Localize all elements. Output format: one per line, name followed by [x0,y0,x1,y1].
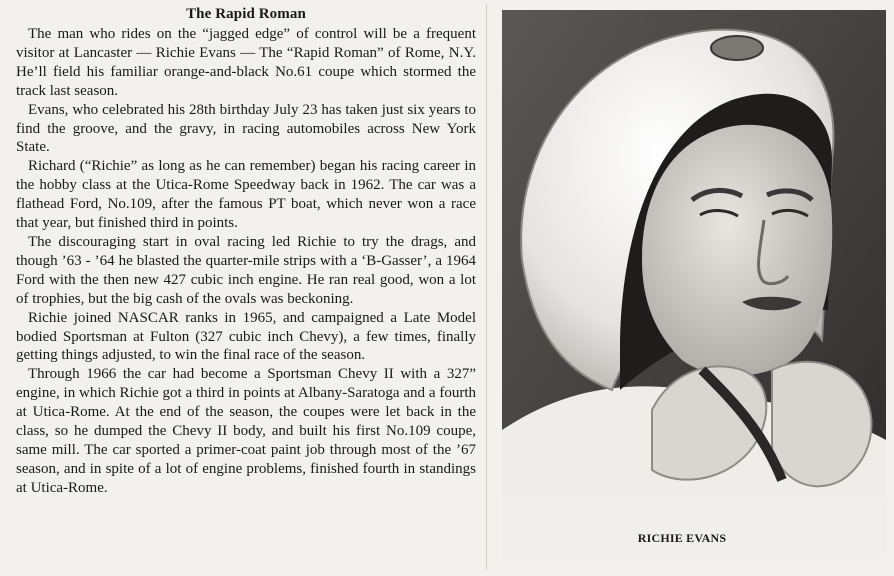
article-paragraph-2: Evans, who celebrated his 28th birthday July 23 has taken just six years to find the groove, and the gravy, in racing automobiles across New York State. [16,101,476,156]
photo-caption: RICHIE EVANS [637,531,727,545]
article-headline: The Rapid Roman [186,6,306,22]
article-paragraph-4: The discouraging start in oval racing led Richie to try the drags, and though ’63 - ’64 he blasted the quarter-mile strips with a ‘B-Gasser’, a 1964 Ford with the then new 427 cubic inch engine. He ran real good, won a lot of trophies, but the big cash of the ovals was beckoning. [16,233,476,307]
portrait-illustration [502,10,886,558]
portrait-photo [502,10,886,558]
article-paragraph-3: Richard (“Richie” as long as he can remember) began his racing career in the hobby class at the Utica-Rome Speedway back in 1962. The car was a flathead Ford, No.109, after the famous PT boat, which never won a race that year, but finished third in points. [16,158,476,232]
article-paragraph-1: The man who rides on the “jagged edge” of control will be a frequent visitor at Lancaster — Richie Evans — The “Rapid Roman” of Rome, N.Y. He’ll field his familiar orange-and-black No.61 coupe which stormed the track last season. [16,26,476,99]
article-paragraph-5: Richie joined NASCAR ranks in 1965, and campaigned a Late Model bodied Sportsman at Fulton (327 cubic inch Chevy), a few times, finally getting things adjusted, to win the final race of the season. [16,309,476,364]
article-column [16,4,476,570]
column-divider [486,4,487,570]
article-paragraph-6: Through 1966 the car had become a Sportsman Chevy II with a 327” engine, in which Richie got a third in points at Albany-Saratoga and a fourth at Utica-Rome. At the end of the season, the coupes were let back in the class, so he dumped the Chevy II body, and built his first No.109 coupe, same mill. The car sported a primer-coat paint job through most of the ’67 season, and in spite of a lot of engine problems, finished fourth in standings at Utica-Rome. [16,366,476,496]
caption-band [502,498,886,558]
